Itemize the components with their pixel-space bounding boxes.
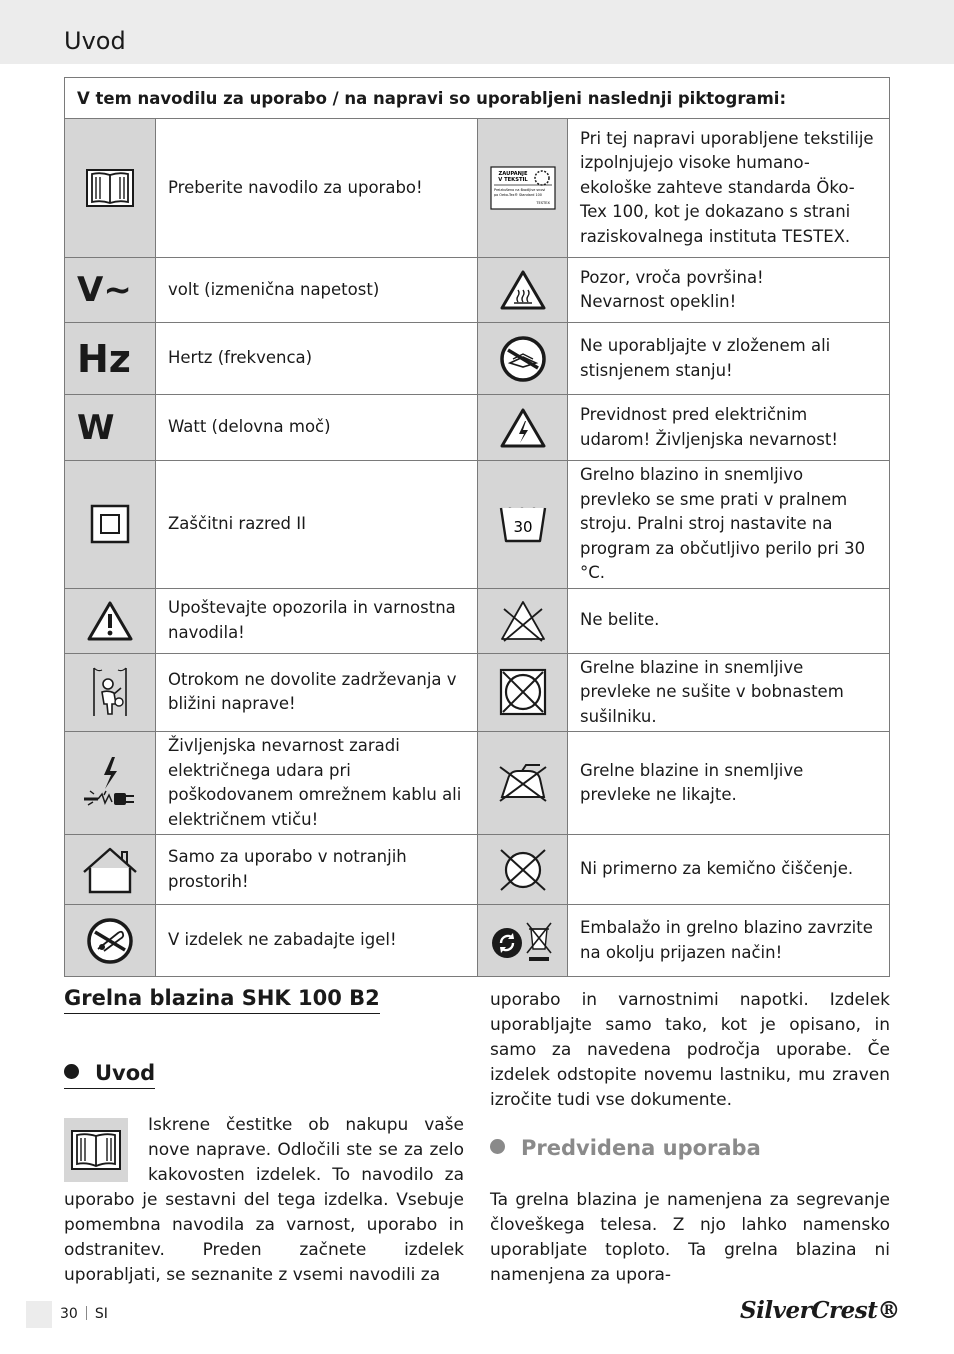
footer-marker: [26, 1301, 52, 1328]
footer-separator: [86, 1306, 87, 1320]
pictogram-desc: V izdelek ne zabadajte igel!: [156, 905, 478, 977]
pictogram-desc: Preberite navodilo za uporabo!: [156, 119, 478, 258]
bullet-dot-icon: [490, 1139, 505, 1154]
hertz-symbol: Hz: [65, 323, 156, 395]
language-code: SI: [94, 1306, 108, 1322]
protection-class-ii-icon: [65, 461, 156, 589]
indoor-use-only-icon: [65, 835, 156, 905]
oekotex-text: TESTEX: [535, 201, 550, 205]
oekotex-text: ZAUPANJE: [498, 171, 527, 177]
pictogram-desc: Pozor, vroča površina! Nevarnost opeklin!: [568, 258, 890, 323]
pictogram-desc: Watt (delovna moč): [156, 395, 478, 461]
bullet-dot-icon: [64, 1064, 79, 1079]
intro-paragraph: Iskrene čestitke ob nakupu vaše nove naprave. Odločili ste se za zelo kakovosten izdelek. To navodilo za uporabo je sestavni del tega izdelka. Vsebuje pomembna navodila za varnost, uporabo in odstranitev. Preden začnete izdelek uporabljati, se seznanite z vsemi navodili za: [64, 1115, 464, 1285]
volt-symbol: V~: [65, 258, 156, 323]
intro-paragraph-continued: uporabo in varnostnimi napotki. Izdelek uporabljajte samo tako, kot je opisano, in samo za navedena področja uporabe. Če izdelek odstopite novemu lastniku, mu zraven izročite tudi vse dokumente.: [490, 990, 890, 1110]
keep-children-away-icon: [65, 653, 156, 732]
page-number: 30: [60, 1306, 78, 1322]
page-title: Uvod: [64, 27, 126, 55]
pictogram-desc: Pri tej napravi uporabljene tekstilije izpolnjujejo visoke humano-ekološke zahteve standarda Öko-Tex 100, kot je dokazano s strani raziskovalnega instituta TESTEX.: [568, 119, 890, 258]
hot-surface-warning-icon: [478, 258, 568, 323]
no-tumble-dry-icon: [478, 653, 568, 732]
pictogram-desc: Previdnost pred električnim udarom! Življenjska nevarnost!: [568, 395, 890, 461]
pictogram-desc: Hertz (frekvenca): [156, 323, 478, 395]
pictogram-desc: Grelno blazino in snemljivo prevleko se sme prati v pralnem stroju. Pralni stroj nastavite na program za občutljivo perilo pri 30 °C.: [568, 461, 890, 589]
brand-logo: SilverCrest®: [740, 1297, 900, 1324]
damaged-cable-shock-icon: [65, 732, 156, 835]
product-title: Grelna blazina SHK 100 B2: [64, 984, 380, 1014]
no-folding-icon: [478, 323, 568, 395]
pictogram-desc: Embalažo in grelno blazino zavrzite na okolju prijazen način!: [568, 905, 890, 977]
pictogram-table: [64, 77, 890, 977]
intro-heading: Uvod: [64, 1059, 155, 1089]
pictogram-desc: Upoštevajte opozorila in varnostna navodila!: [156, 588, 478, 653]
no-ironing-icon: [478, 732, 568, 835]
no-needles-icon: [65, 905, 156, 977]
footer-page-info: [60, 1306, 108, 1322]
pictogram-desc: Samo za uporabo v notranjih prostorih!: [156, 835, 478, 905]
manual-book-icon: [65, 119, 156, 258]
pictogram-desc: Ni primerno za kemično čiščenje.: [568, 835, 890, 905]
wash-30-icon: [478, 461, 568, 589]
pictogram-desc: Grelne blazine in snemljive prevleke ne sušite v bobnastem sušilniku.: [568, 653, 890, 732]
oekotex-text: po Oeko-Tex® Standard 100: [493, 193, 542, 197]
pictogram-desc: Ne belite.: [568, 588, 890, 653]
electric-shock-warning-icon: [478, 395, 568, 461]
pictogram-desc: Otrokom ne dovolite zadrževanja v bližini naprave!: [156, 653, 478, 732]
watt-symbol: W: [65, 395, 156, 461]
pictogram-desc: Zaščitni razred II: [156, 461, 478, 589]
wash-temp-label: 30: [512, 518, 533, 537]
general-warning-icon: [65, 588, 156, 653]
pictogram-desc: volt (izmenična napetost): [156, 258, 478, 323]
oeko-tex-label-icon: [478, 119, 568, 258]
pictogram-desc: Življenjska nevarnost zaradi električnega udara pri poškodovanem omrežnem kablu ali električnem vtiču!: [156, 732, 478, 835]
intended-use-paragraph: Ta grelna blazina je namenjena za segrevanje človeškega telesa. Z njo lahko namensko uporabljate toploto. Ta grelna blazina ni namenjena za upora-: [490, 1190, 890, 1285]
no-dry-cleaning-icon: [478, 835, 568, 905]
no-bleach-icon: [478, 588, 568, 653]
pictogram-table-heading: V tem navodilu za uporabo / na napravi so uporabljeni naslednji piktogrami:: [65, 78, 890, 119]
oekotex-text: V TEKSTIL: [497, 177, 528, 183]
intended-use-heading: Predvidena uporaba: [490, 1134, 761, 1162]
pictogram-desc: Grelne blazine in snemljive prevleke ne likajte.: [568, 732, 890, 835]
recycling-disposal-icon: [478, 905, 568, 977]
float-spacer: [64, 1113, 148, 1187]
page-header-bar: [0, 0, 954, 64]
oekotex-text: Preizkušeno na škodljive snovi: [493, 188, 545, 192]
pictogram-desc: Ne uporabljajte v zloženem ali stisnjenem stanju!: [568, 323, 890, 395]
